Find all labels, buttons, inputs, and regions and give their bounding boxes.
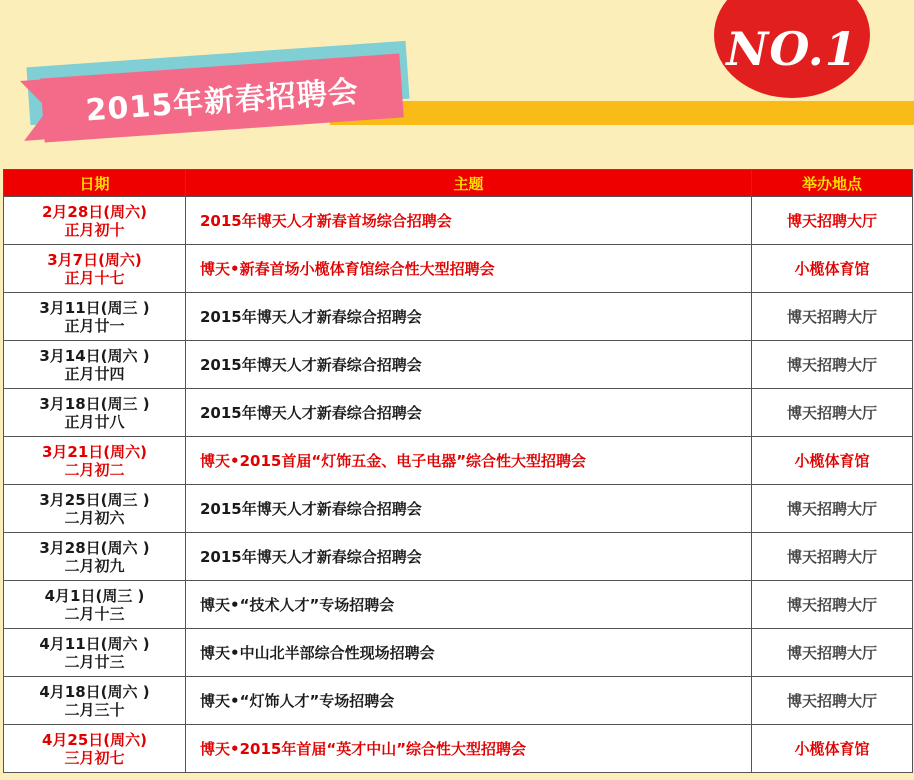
header-venue: 举办地点 (752, 170, 913, 197)
date-text: 4月1日(周三 ) (44, 586, 145, 605)
lunar-date-text: 正月廿一 (64, 316, 125, 335)
theme-cell: 2015年博天人才新春综合招聘会 (186, 389, 752, 437)
theme-cell: 2015年博天人才新春综合招聘会 (186, 485, 752, 533)
header-date: 日期 (4, 170, 186, 197)
date-cell (4, 389, 186, 437)
lunar-date-text: 二月廿三 (64, 652, 125, 671)
decorative-band (330, 101, 914, 125)
date-text: 3月11日(周三 ) (39, 298, 150, 317)
theme-cell: 博天•“灯饰人才”专场招聘会 (186, 677, 752, 725)
date-cell (4, 629, 186, 677)
date-cell (4, 437, 186, 485)
date-cell (4, 485, 186, 533)
date-text: 3月21日(周六) (41, 442, 148, 461)
date-cell (4, 725, 186, 773)
date-text: 3月7日(周六) (47, 250, 142, 269)
lunar-date-text: 二月初二 (64, 460, 125, 479)
venue-cell: 博天招聘大厅 (752, 485, 913, 533)
lunar-date-text: 二月十三 (64, 604, 125, 623)
venue-cell: 小榄体育馆 (752, 245, 913, 293)
date-text: 4月18日(周六 ) (39, 682, 150, 701)
venue-cell: 小榄体育馆 (752, 725, 913, 773)
page-title: 2015年新春招聘会 (84, 74, 360, 129)
venue-cell: 小榄体育馆 (752, 437, 913, 485)
lunar-date-text: 二月三十 (64, 700, 125, 719)
theme-cell: 博天•2015年首届“英才中山”综合性大型招聘会 (186, 725, 752, 773)
theme-cell: 2015年博天人才新春综合招聘会 (186, 293, 752, 341)
date-text: 2月28日(周六) (41, 202, 148, 221)
table-row (4, 293, 913, 341)
theme-cell: 博天•中山北半部综合性现场招聘会 (186, 629, 752, 677)
theme-cell: 博天•“技术人才”专场招聘会 (186, 581, 752, 629)
date-text: 3月28日(周六 ) (39, 538, 150, 557)
table-row (4, 725, 913, 773)
venue-cell: 博天招聘大厅 (752, 341, 913, 389)
table-row (4, 341, 913, 389)
date-text: 4月25日(周六) (41, 730, 148, 749)
theme-cell: 博天•2015首届“灯饰五金、电子电器”综合性大型招聘会 (186, 437, 752, 485)
date-text: 4月11日(周六 ) (39, 634, 150, 653)
table-row (4, 437, 913, 485)
theme-cell: 2015年博天人才新春首场综合招聘会 (186, 197, 752, 245)
date-text: 3月18日(周三 ) (39, 394, 150, 413)
date-cell (4, 533, 186, 581)
date-cell (4, 677, 186, 725)
date-text: 3月25日(周三 ) (39, 490, 150, 509)
table-row (4, 389, 913, 437)
venue-cell: 博天招聘大厅 (752, 581, 913, 629)
theme-cell: 2015年博天人才新春综合招聘会 (186, 341, 752, 389)
date-text: 3月14日(周六 ) (39, 346, 150, 365)
venue-cell: 博天招聘大厅 (752, 533, 913, 581)
lunar-date-text: 正月廿八 (64, 412, 125, 431)
theme-cell: 2015年博天人才新春综合招聘会 (186, 533, 752, 581)
table-row (4, 245, 913, 293)
theme-cell: 博天•新春首场小榄体育馆综合性大型招聘会 (186, 245, 752, 293)
lunar-date-text: 正月十七 (64, 268, 125, 287)
header-theme: 主题 (186, 170, 752, 197)
lunar-date-text: 正月廿四 (64, 364, 125, 383)
table-row (4, 485, 913, 533)
no1-badge (714, 0, 870, 98)
date-cell (4, 293, 186, 341)
lunar-date-text: 正月初十 (64, 220, 125, 239)
table-row (4, 581, 913, 629)
venue-cell: 博天招聘大厅 (752, 197, 913, 245)
table-row (4, 629, 913, 677)
banner-header (0, 0, 914, 168)
venue-cell: 博天招聘大厅 (752, 293, 913, 341)
date-cell (4, 341, 186, 389)
no1-badge-text: NO.1 (726, 22, 858, 76)
table-row (4, 533, 913, 581)
lunar-date-text: 二月初九 (64, 556, 125, 575)
table-row (4, 677, 913, 725)
date-cell (4, 197, 186, 245)
date-cell (4, 581, 186, 629)
schedule-table (3, 169, 913, 773)
lunar-date-text: 三月初七 (64, 748, 125, 767)
lunar-date-text: 二月初六 (64, 508, 125, 527)
date-cell (4, 245, 186, 293)
venue-cell: 博天招聘大厅 (752, 389, 913, 437)
table-header-row (4, 170, 913, 197)
table-row (4, 197, 913, 245)
schedule-body (4, 197, 913, 773)
venue-cell: 博天招聘大厅 (752, 629, 913, 677)
venue-cell: 博天招聘大厅 (752, 677, 913, 725)
